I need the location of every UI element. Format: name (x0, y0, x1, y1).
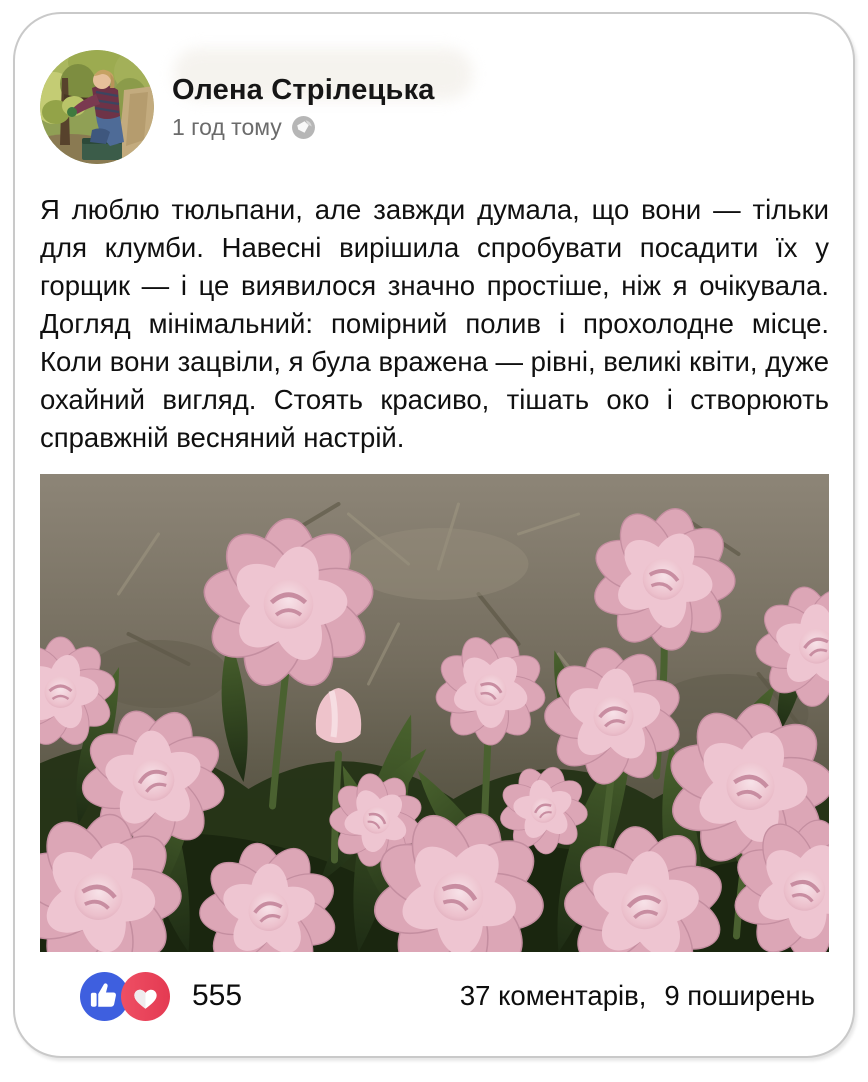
heart-icon[interactable] (121, 972, 170, 1021)
reaction-cluster[interactable] (80, 972, 170, 1021)
avatar[interactable] (40, 50, 154, 164)
timestamp[interactable]: 1 год тому (172, 113, 282, 140)
post-photo[interactable] (40, 474, 829, 952)
post-text: Я люблю тюльпани, але завжди думала, що вони — тільки для клумби. Навесні вирішила спробувати посадити їх у горщик — і це виявилося значно простіше, ніж я очікувала. Догляд мінімальний: помірний полив і прохолодне місце. Коли вони зацвіли, я була вражена — рівні, великі квіти, дуже охайний вигляд. Стоять красиво, тішать око і створюють справжній весняний настрій. (40, 194, 829, 453)
comments-count[interactable]: 37 коментарів, (459, 980, 647, 1011)
post-footer (80, 967, 815, 1025)
shares-count[interactable]: 9 поширень (664, 980, 815, 1011)
avatar-image (40, 50, 154, 164)
post-meta (172, 114, 435, 141)
tulips-photo (40, 474, 829, 952)
post-header (15, 14, 853, 164)
globe-icon (291, 115, 316, 140)
reaction-count[interactable]: 555 (192, 979, 243, 1012)
author-name[interactable]: Олена Стрілецька (172, 73, 435, 106)
footer-counts (460, 980, 815, 1012)
header-text (172, 74, 435, 141)
post-card (13, 12, 855, 1058)
